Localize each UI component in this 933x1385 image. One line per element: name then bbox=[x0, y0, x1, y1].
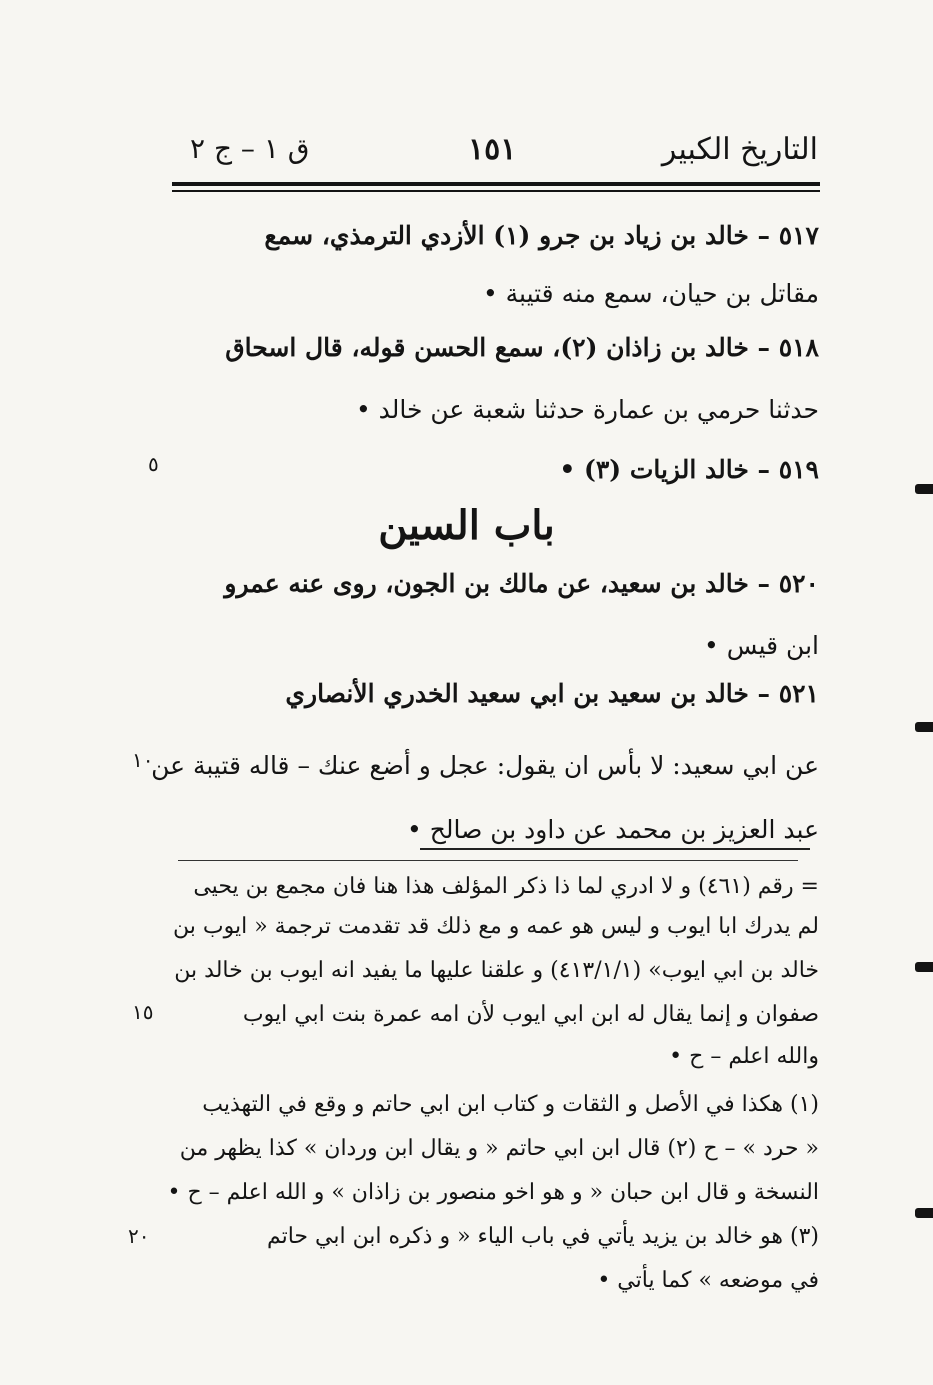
footnote-line: لم يدرك ابا ايوب و ليس هو عمه و مع ذلك قد تقدمت ترجمة « ايوب بن bbox=[173, 914, 819, 939]
margin-tab-mark bbox=[915, 1208, 933, 1218]
line-number-5: ٥ bbox=[148, 452, 159, 476]
entry-517: ٥١٧ – خالد بن زياد بن جرو (١) الأزدي الترمذي، سمع bbox=[264, 221, 819, 250]
footnote-line: صفوان و إنما يقال له ابن ابي ايوب لأن امه عمرة بنت ابي ايوب bbox=[242, 1002, 819, 1027]
entry-521-cont2: عبد العزيز بن محمد عن داود بن صالح • bbox=[407, 815, 819, 844]
line-number-20: ٢٠ bbox=[128, 1224, 150, 1248]
footnote-line: والله اعلم – ح • bbox=[669, 1044, 819, 1069]
entry-517-cont: مقاتل بن حيان، سمع منه قتيبة • bbox=[482, 279, 819, 308]
entry-518-cont: حدثنا حرمي بن عمارة حدثنا شعبة عن خالد • bbox=[355, 395, 819, 424]
entry-520-cont: ابن قيس • bbox=[704, 631, 819, 660]
entry-520: ٥٢٠ – خالد بن سعيد، عن مالك بن الجون، روى عنه عمرو bbox=[224, 569, 819, 598]
page-number: ١٥١ bbox=[468, 132, 517, 167]
volume-part: ق ١ – ج ٢ bbox=[190, 132, 310, 165]
margin-tab-mark bbox=[915, 722, 933, 732]
footnote-line: في موضعه » كما يأتي • bbox=[597, 1268, 819, 1293]
footnote-line: (١) هكذا في الأصل و الثقات و كتاب ابن ابي حاتم و وقع في التهذيب bbox=[202, 1092, 819, 1117]
text-underline bbox=[420, 848, 810, 850]
margin-tab-mark bbox=[915, 962, 933, 972]
entry-521: ٥٢١ – خالد بن سعيد بن ابي سعيد الخدري الأنصاري bbox=[285, 679, 819, 708]
entry-518: ٥١٨ – خالد بن زاذان (٢)، سمع الحسن قوله، قال اسحاق bbox=[225, 333, 819, 362]
header-rule-thick bbox=[172, 182, 820, 186]
entry-519: ٥١٩ – خالد الزيات (٣) • bbox=[559, 455, 819, 484]
book-title: التاريخ الكبير bbox=[661, 132, 818, 167]
line-number-15: ١٥ bbox=[132, 1000, 154, 1024]
entry-521-cont: عن ابي سعيد: لا بأس ان يقول: عجل و أضع عنك – قاله قتيبة عن bbox=[151, 751, 819, 780]
footnote-line: النسخة و قال ابن حبان « و هو اخو منصور بن زاذان » و الله اعلم – ح • bbox=[167, 1180, 819, 1205]
footnote-separator bbox=[178, 860, 798, 861]
line-number-10: ١٠ bbox=[132, 748, 154, 772]
footnote-line: خالد بن ابي ايوب» (٤١٣/١/١) و علقنا عليها ما يفيد انه ايوب بن خالد بن bbox=[174, 958, 819, 983]
footnote-line: (٣) هو خالد بن يزيد يأتي في باب الياء « و ذكره ابن ابي حاتم bbox=[266, 1224, 819, 1249]
footnote-line: = رقم (٤٦١) و لا ادري لما ذا ذكر المؤلف هذا هنا فان مجمع بن يحيى bbox=[193, 874, 819, 899]
page-header bbox=[178, 128, 818, 178]
section-title: باب السين bbox=[378, 502, 555, 549]
footnote-line: « حرد » – ح (٢) قال ابن ابي حاتم « و يقال ابن وردان » كذا يظهر من bbox=[179, 1136, 819, 1161]
header-rule-thin bbox=[172, 190, 820, 192]
margin-tab-mark bbox=[915, 484, 933, 494]
